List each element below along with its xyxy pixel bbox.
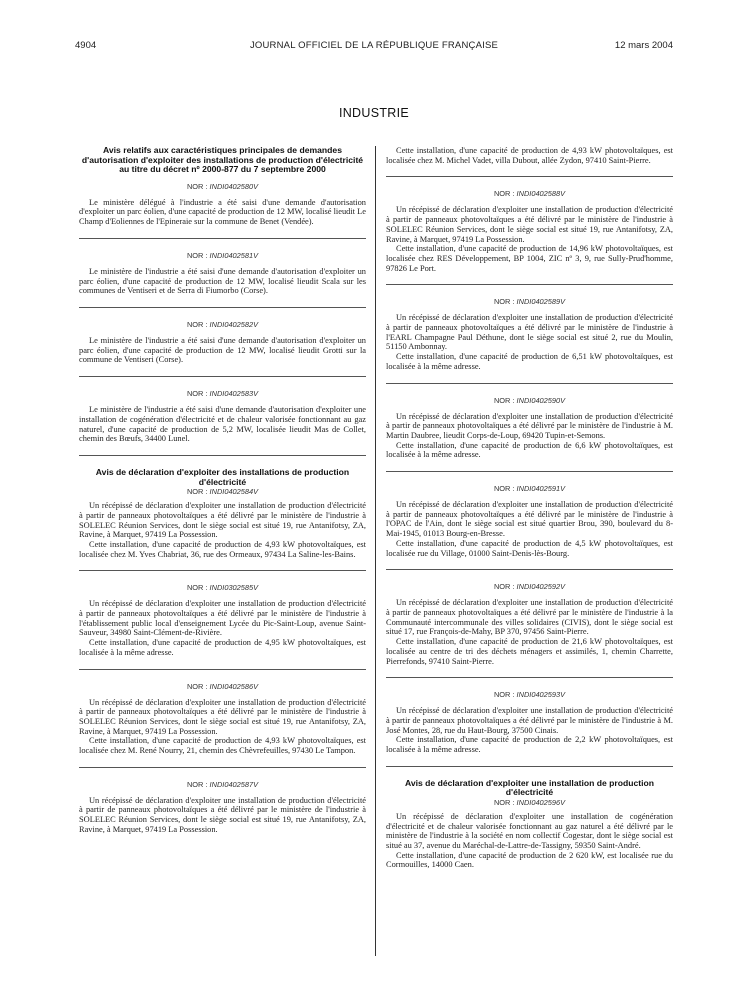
notice-text: Un récépissé de déclaration d'exploiter une installation de production d'électricité à partir de panneaux photovoltaïques a été délivré par le ministère de l'industrie à SOLELEC Réunion Services, dont le siège social est situé 19, rue Antanifotsy, ZA, Ravine, à Marquet, 97419 La Possession. (79, 795, 366, 834)
right-column (386, 146, 673, 870)
journal-title: JOURNAL OFFICIEL DE LA RÉPUBLIQUE FRANÇAISE (249, 40, 499, 51)
nor-label: NOR : (493, 297, 517, 307)
nor-line (386, 396, 673, 405)
notice-text: Un récépissé de déclaration d'exploiter une installation de production d'électricité à partir de panneaux photovoltaïques a été délivré par le ministère de l'industrie à M. José Montes, 28, rue du Haut-Bourg, 37500 Cinais. (386, 706, 673, 735)
nor-code: INDI0402590V (516, 395, 566, 405)
nor-line (386, 690, 673, 699)
nor-line (79, 251, 366, 260)
notice-text: Cette installation, d'une capacité de production de 4,93 kW photovoltaïques, est localisée chez M. Michel Vadet, villa Dubout, allée Zydon, 97410 Saint-Pierre. (386, 146, 673, 165)
notice-text: Cette installation, d'une capacité de production de 4,93 kW photovoltaïques, est localisée chez M. René Nourry, 21, chemin des Chèvrefeuilles, 97430 Le Tampon. (79, 736, 366, 756)
nor-line (79, 389, 366, 398)
issue-date: 12 mars 2004 (614, 40, 673, 51)
notice-text: Cette installation, d'une capacité de production de 4,95 kW photovoltaïques, est localisée à la même adresse. (79, 638, 366, 657)
nor-line (79, 320, 366, 329)
nor-code: INDI0402584V (209, 487, 259, 497)
nor-code: INDI0402582V (209, 320, 259, 329)
notice-text: Cette installation, d'une capacité de production de 2,2 kW photovoltaïques, est localisée à la même adresse. (386, 735, 673, 755)
notice-text: Cette installation, d'une capacité de production de 4,93 kW photovoltaïques, est localisée chez M. Yves Chabriat, 36, rue des Ormeaux, 97434 La Saline-les-Bains. (79, 539, 366, 559)
nor-code: INDI0402596V (516, 797, 566, 807)
entry-separator (386, 471, 673, 472)
notice-text: Un récépissé de déclaration d'exploiter une installation de production d'électricité à partir de panneaux photovoltaïques a été délivré par le ministère de l'industrie à la Communauté intercommunale des villes solidaires (CIVIS), dont le siège social est situé 17, rue François-de-Mahy, BP 370, 97456 Saint-Pierre. (386, 598, 673, 637)
nor-code: INDI0402580V (209, 181, 259, 191)
entry-separator (79, 455, 366, 456)
notice-text: Un récépissé de déclaration d'exploiter une installation de production d'électricité à partir de panneaux photovoltaïques a été délivré par le ministère de l'industrie à SOLELEC Réunion Services, dont le siège social est situé 19, rue Antanifotsy, ZA, Ravine, à Marquet, 97419 La Possession. (79, 697, 366, 736)
nor-label: NOR : (493, 484, 517, 494)
nor-line (79, 583, 366, 592)
nor-label: NOR : (493, 690, 517, 700)
entry-separator (79, 570, 366, 571)
nor-code: INDI0302585V (209, 583, 259, 593)
page-header (75, 40, 673, 54)
entry-separator (386, 383, 673, 384)
notice-text: Un récépissé de déclaration d'exploiter une installation de cogénération d'électricité et de chaleur valorisée fonctionnant au gaz naturel a été délivré par le ministère de l'industrie à la société en nom collectif Cogestar, dont le siège social est situé au 37, avenue du Maréchal-de-Lattre-de-Tassigny, 59350 Saint-André. (386, 811, 673, 851)
nor-label: NOR : (186, 320, 210, 329)
page-number: 4904 (75, 40, 97, 51)
notice-text: Cette installation, d'une capacité de production de 21,6 kW photovoltaïques, est localisée au centre de tri des déchets ménagers et assimilés, 1, chemin Charrette, Pierrefonds, 97410 Saint-Pierre. (386, 637, 673, 666)
nor-label: NOR : (186, 181, 210, 191)
nor-line (79, 182, 366, 191)
entry-separator (79, 307, 366, 308)
notice-text: Le ministère de l'industrie a été saisi d'une demande d'autorisation d'exploiter un parc éolien, d'une capacité de production de 12 MW, localisé lieudit Scala sur les communes de Ventiseri et de Serra di Fiumorbo (Corse). (79, 266, 366, 296)
nor-label: NOR : (493, 189, 517, 199)
nor-line (386, 484, 673, 493)
nor-code: INDI0402593V (516, 690, 566, 700)
nor-line (386, 582, 673, 591)
notice-text: Un récépissé de déclaration d'exploiter une installation de production d'électricité à partir de panneaux photovoltaïques a été délivré par le ministère de l'industrie à l'EARL Champagne Paul Déthune, dont le siège social est situé 2, rue du Moulin, 51150 Ambonnay. (386, 313, 673, 352)
nor-code: INDI0402581V (209, 250, 259, 260)
notice-text: Un récépissé de déclaration d'exploiter une installation de production d'électricité à partir de panneaux photovoltaïques a été délivré par le ministère de l'industrie à l'établissement public local d'enseignement Lycée du Pic-Saint-Loup, avenue Saint-Sauveur, 34980 Saint-Clément-de-Rivière. (79, 599, 366, 638)
notice-text: Un récépissé de déclaration d'exploiter une installation de production d'électricité à partir de panneaux photovoltaïques a été délivré par le ministère de l'industrie à SOLELEC Réunion Services, dont le siège social est situé 19, rue Antanifotsy, ZA, Ravine, à Marquet, 97419 La Possession. (386, 205, 673, 244)
nor-line (386, 189, 673, 198)
entry-separator (386, 569, 673, 570)
nor-code: INDI0402583V (209, 389, 259, 399)
heading-declaration: Avis de déclaration d'exploiter des installations de production d'électricité (95, 466, 350, 487)
nor-code: INDI0402589V (516, 297, 566, 307)
entry-separator (386, 284, 673, 285)
nor-line (386, 297, 673, 306)
notice-text: Le ministère de l'industrie a été saisi d'une demande d'autorisation d'exploiter un parc éolien, d'une capacité de production de 12 MW, localisé lieudit Grotti sur la commune de Ventiseri (Corse). (79, 336, 366, 365)
notice-text: Cette installation, d'une capacité de production de 6,6 kW photovoltaïques, est localisée à la même adresse. (386, 440, 673, 460)
nor-label: NOR : (186, 583, 210, 593)
notice-text: Cette installation, d'une capacité de production de 6,51 kW photovoltaïques, est localisée à la même adresse. (386, 352, 673, 371)
nor-code: INDI0402586V (209, 681, 259, 691)
notice-text: Un récépissé de déclaration d'exploiter une installation de production d'électricité à partir de panneaux photovoltaïques a été délivré par le ministère de l'industrie à SOLELEC Réunion Services, dont le siège social est situé 19, rue Antanifotsy, ZA, Ravine, à Marquet, 97419 La Possession. (79, 501, 366, 540)
nor-label: NOR : (186, 389, 210, 399)
nor-line (79, 780, 366, 789)
notice-text: Un récépissé de déclaration d'exploiter une installation de production d'électricité à partir de panneaux photovoltaïques a été délivré par le ministère de l'industrie à M. Martin Daubree, lieudit Corps-de-Loup, 69420 Tupin-et-Semons. (386, 411, 673, 440)
nor-line (79, 487, 366, 496)
nor-code: INDI0402592V (516, 582, 566, 592)
notice-text: Cette installation, d'une capacité de production de 4,5 kW photovoltaïques, est localisée rue du Village, 01000 Saint-Denis-lès-Bourg. (386, 538, 673, 558)
nor-label: NOR : (493, 395, 517, 405)
nor-code: INDI0402591V (516, 484, 566, 494)
nor-label: NOR : (186, 779, 210, 789)
entry-separator (79, 669, 366, 670)
entry-separator (386, 766, 673, 767)
notice-text: Cette installation, d'une capacité de production de 2 620 kW, est localisée rue du Cormouilles, 14000 Caen. (386, 850, 673, 870)
nor-label: NOR : (186, 487, 210, 497)
column-divider (375, 146, 376, 956)
left-column (79, 146, 366, 835)
notice-text: Cette installation, d'une capacité de production de 14,96 kW photovoltaïques, est localisée chez RES Développement, BP 1004, ZIC nº 3, 9, rue Sully-Prud'homme, 97826 Le Port. (386, 244, 673, 273)
entry-separator (79, 376, 366, 377)
heading-autorisation: Avis relatifs aux caractéristiques principales de demandes d'autorisation d'exploiter des installations de production d'électricité au titre du décret nº 2000-877 du 7 septembre 2000 (81, 145, 364, 175)
nor-label: NOR : (186, 250, 210, 260)
entry-separator (386, 677, 673, 678)
nor-code: INDI0402587V (209, 779, 259, 789)
nor-label: NOR : (186, 681, 210, 691)
nor-label: NOR : (493, 797, 517, 807)
nor-line (386, 798, 673, 807)
nor-line (79, 682, 366, 691)
notice-text: Un récépissé de déclaration d'exploiter une installation de production d'électricité à partir de panneaux photovoltaïques a été délivré par le ministère de l'industrie à l'OPAC de l'Ain, dont le siège social est situé quartier Brou, 390, boulevard du 8-Mai-1945, 01013 Bourg-en-Bresse. (386, 500, 673, 539)
nor-code: INDI0402588V (516, 189, 566, 199)
nor-label: NOR : (493, 582, 517, 592)
notice-text: Le ministère de l'industrie a été saisi d'une demande d'autorisation d'exploiter une installation de cogénération d'électricité et de chaleur valorisée fonctionnant au gaz naturel, d'une capacité de production de 5,2 MW, localisée lieudit Mas de Collet, chemin des Bœufs, 34400 Lunel. (79, 405, 366, 444)
notice-text: Le ministère délégué à l'industrie a été saisi d'une demande d'autorisation d'exploiter un parc éolien, d'une capacité de production de 12 MW, localisé lieudit Le Champ d'Eoliennes de l'Epineraie sur la commune de Benet (Vendée). (79, 197, 366, 227)
entry-separator (79, 767, 366, 768)
heading-declaration-single: Avis de déclaration d'exploiter une installation de production d'électricité (404, 777, 655, 798)
entry-separator (386, 176, 673, 177)
section-title: INDUSTRIE (338, 106, 410, 120)
entry-separator (79, 238, 366, 239)
